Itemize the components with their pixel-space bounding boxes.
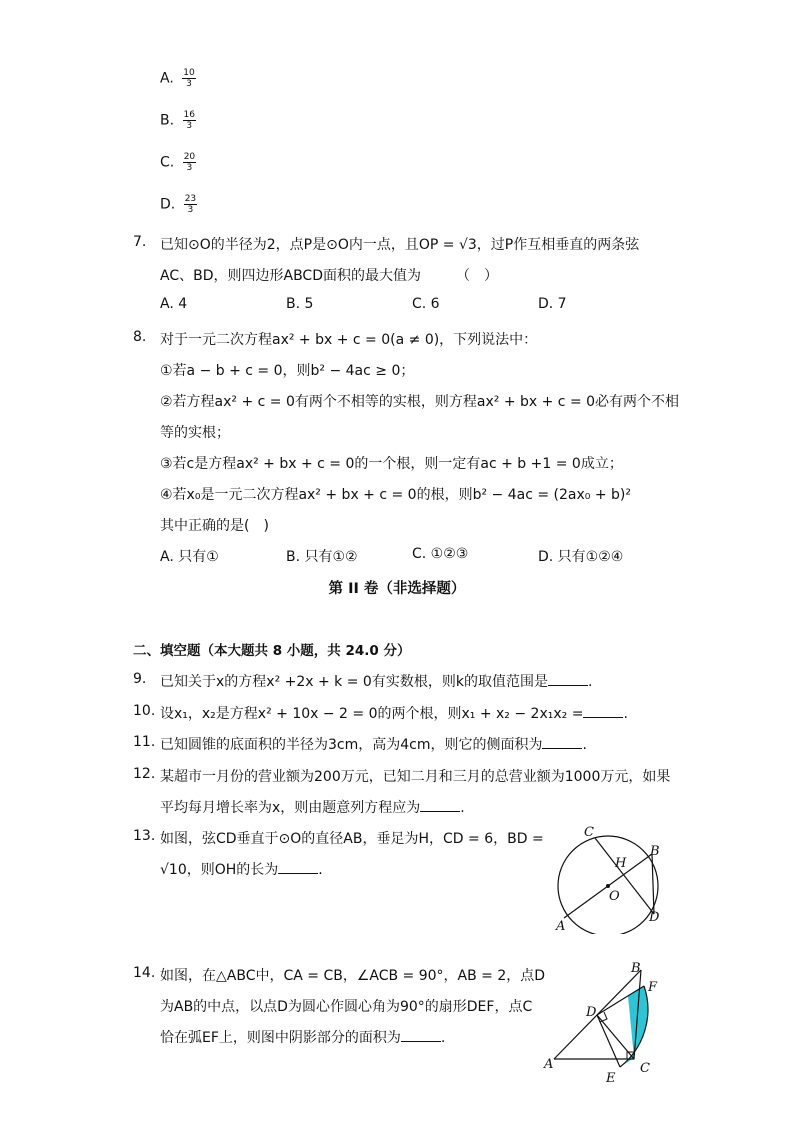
q8-statement-1: ①若a − b + c = 0，则b² − 4ac ≥ 0； <box>160 363 415 379</box>
label-b: B <box>650 844 660 859</box>
q7-text-line1: 已知⊙O的半径为2，点P是⊙O内一点，且OP = √3，过P作互相垂直的两条弦 <box>160 237 640 253</box>
q12-line2: 平均每月增长率为x，则由题意列方程应为 . <box>160 800 465 816</box>
q8-statement-3: ③若c是方程ax² + bx + c = 0的一个根，则一定有ac + b +1 = 0成立； <box>160 456 623 472</box>
q8-option-c[interactable]: C. ①②③ <box>412 546 469 562</box>
fraction: $\frac{23}{3}$ <box>184 194 197 215</box>
q9-number: 9. <box>133 671 147 687</box>
q7-option-b[interactable]: B. 5 <box>286 296 314 312</box>
q12-text-line1: 某超市一月份的营业额为200万元，已知二月和三月的总营业额为1000万元，如果 <box>160 769 671 785</box>
q12-text-line2: 平均每月增长率为x，则由题意列方程应为 <box>160 800 421 816</box>
fraction: $\frac{10}{3}$ <box>183 68 195 89</box>
answer-blank[interactable] <box>420 801 460 812</box>
q9-text: 已知关于x的方程x² +2x + k = 0有实数根，则k的取值范围是 <box>160 674 548 690</box>
q11-text: 已知圆锥的底面积的半径为3cm，高为4cm，则它的侧面积为 <box>160 737 543 753</box>
label-d: D <box>586 1005 597 1020</box>
q8-option-b[interactable]: B. 只有①② <box>286 549 358 565</box>
label-a: A <box>556 919 566 934</box>
label-b: B <box>631 961 641 976</box>
center-point <box>606 884 610 888</box>
option-letter: D. <box>160 196 176 213</box>
option-letter: A. <box>160 70 174 87</box>
q11-line: 已知圆锥的底面积的半径为3cm，高为4cm，则它的侧面积为 . <box>160 737 587 753</box>
q7-number: 7. <box>133 234 147 250</box>
option-letter: C. <box>160 154 175 171</box>
fraction: $\frac{20}{3}$ <box>183 152 196 173</box>
q8-intro: 对于一元二次方程ax² + bx + c = 0(a ≠ 0)，下列说法中： <box>160 332 538 348</box>
q13-number: 13. <box>133 828 156 844</box>
q10-text: 设x₁，x₂是方程x² + 10x − 2 = 0的两个根，则x₁ + x₂ − 2x₁x₂ = <box>160 706 584 722</box>
q13-circle-figure <box>548 822 674 934</box>
answer-blank[interactable] <box>542 738 582 749</box>
label-f: F <box>648 980 658 995</box>
q8-statement-2b: 等的实根； <box>160 425 230 441</box>
label-d: D <box>649 910 660 925</box>
q14-sector-figure <box>540 958 670 1088</box>
q14-text-line1: 如图，在△ABC中，CA = CB，∠ACB = 90°，AB = 2，点D <box>160 968 546 984</box>
answer-blank[interactable] <box>401 1031 441 1042</box>
label-a: A <box>544 1057 554 1072</box>
q6-option-c[interactable] <box>160 152 196 173</box>
label-c: C <box>584 825 594 840</box>
answer-blank[interactable] <box>548 675 588 686</box>
q7-text-line2: AC、BD，则四边形ABCD面积的最大值为 （ ） <box>160 268 498 284</box>
q8-number: 8. <box>133 329 147 345</box>
q14-text-line3: 恰在弧EF上，则图中阴影部分的面积为 <box>160 1030 401 1046</box>
fraction: $\frac{16}{3}$ <box>183 110 195 131</box>
q13-line2: √10，则OH的长为 . <box>160 862 323 878</box>
q7-option-a[interactable]: A. 4 <box>160 296 188 312</box>
answer-blank[interactable] <box>278 863 318 874</box>
q6-option-d[interactable] <box>160 194 197 215</box>
answer-blank[interactable] <box>583 707 623 718</box>
chord-cd <box>595 838 654 914</box>
q9-line: 已知关于x的方程x² +2x + k = 0有实数根，则k的取值范围是 . <box>160 674 593 690</box>
q13-text-line2: √10，则OH的长为 <box>160 862 279 878</box>
q13-text-line1: 如图，弦CD垂直于⊙O的直径AB，垂足为H，CD = 6，BD = <box>160 831 544 847</box>
q7-option-c[interactable]: C. 6 <box>412 296 440 312</box>
q8-option-d[interactable]: D. 只有①②④ <box>538 549 624 565</box>
q8-question: 其中正确的是( ) <box>160 518 269 534</box>
q14-text-line2: 为AB的中点，以点D为圆心作圆心角为90°的扇形DEF，点C <box>160 999 533 1015</box>
q8-statement-2a: ②若方程ax² + c = 0有两个不相等的实根，则方程ax² + bx + c = 0必有两个不相 <box>160 394 680 410</box>
q14-number: 14. <box>133 965 156 981</box>
section2-heading: 二、填空题（本大题共 8 小题，共 24.0 分） <box>133 643 411 659</box>
part2-title: 第 II 卷（非选择题） <box>328 581 466 597</box>
option-letter: B. <box>160 112 175 129</box>
q6-option-a[interactable] <box>160 68 196 89</box>
q12-number: 12. <box>133 766 156 782</box>
label-o: O <box>609 889 620 904</box>
label-c: C <box>640 1061 650 1076</box>
label-e: E <box>606 1071 616 1086</box>
q6-option-b[interactable] <box>160 110 196 131</box>
q14-line3: 恰在弧EF上，则图中阴影部分的面积为 . <box>160 1030 446 1046</box>
q8-statement-4: ④若x₀是一元二次方程ax² + bx + c = 0的根，则b² − 4ac = (2ax₀ + b)² <box>160 487 631 503</box>
label-h: H <box>615 856 627 871</box>
q7-option-d[interactable]: D. 7 <box>538 296 567 312</box>
q11-number: 11. <box>133 734 156 750</box>
q10-line: 设x₁，x₂是方程x² + 10x − 2 = 0的两个根，则x₁ + x₂ − 2x₁x₂ = . <box>160 706 628 722</box>
q10-number: 10. <box>133 703 156 719</box>
q8-option-a[interactable]: A. 只有① <box>160 549 219 565</box>
